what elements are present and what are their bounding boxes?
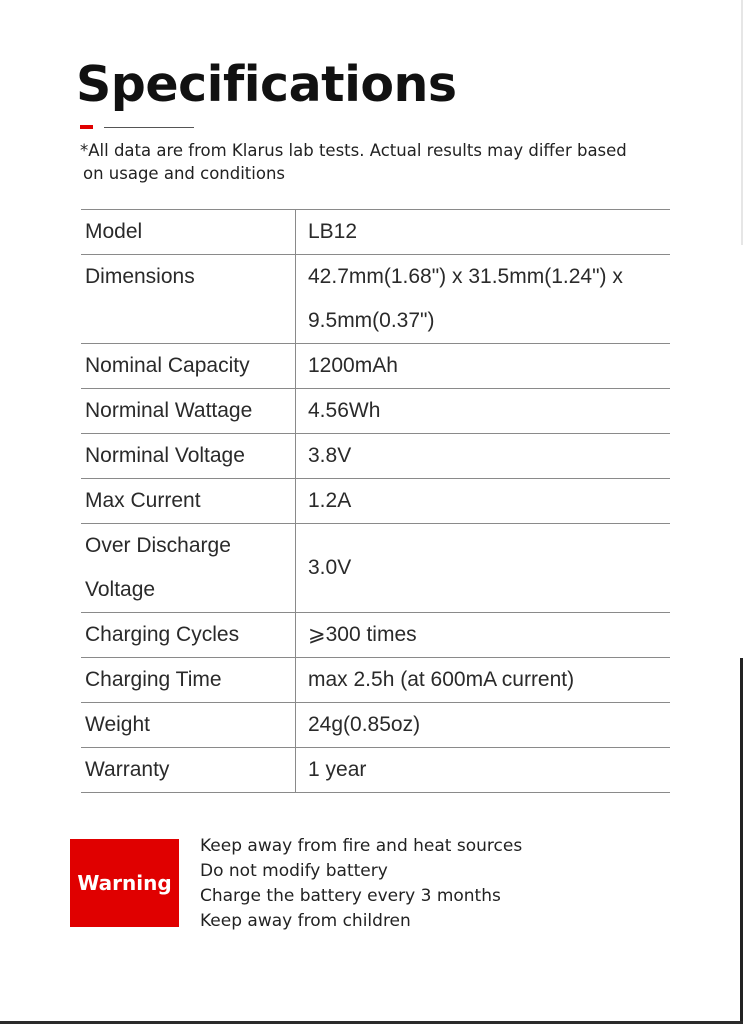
spec-value: 3.8V [296,434,671,479]
spec-key: Charging Time [81,658,296,703]
spec-row-max-current [81,479,670,524]
warning-list [200,834,522,934]
spec-value: 24g(0.85oz) [296,703,671,748]
warning-item: Keep away from fire and heat sources [200,836,523,856]
spec-value-line-1: 42.7mm(1.68") x 31.5mm(1.24") x [308,265,623,288]
spec-row-warranty [81,748,670,793]
spec-value: 3.0V [296,524,671,613]
disclaimer-note [80,139,700,185]
spec-row-weight [81,703,670,748]
spec-value: ⩾300 times [296,613,671,658]
warning-badge [70,839,179,927]
specifications-table [81,209,670,793]
spec-key: Charging Cycles [81,613,296,658]
spec-value-line-2: 9.5mm(0.37") [308,309,435,332]
disclaimer-line-2: on usage and conditions [83,164,286,183]
spec-value: 4.56Wh [296,389,671,434]
spec-key: Norminal Wattage [81,389,296,434]
spec-row-charging-cycles [81,613,670,658]
spec-row-over-discharge [81,524,670,613]
spec-value: 1200mAh [296,344,671,389]
title-accent-mark [80,125,93,129]
spec-row-nominal-capacity [81,344,670,389]
spec-value [296,255,671,344]
spec-value: max 2.5h (at 600mA current) [296,658,671,703]
disclaimer-line-1: *All data are from Klarus lab tests. Actual results may differ based [80,141,627,160]
spec-row-model [81,210,670,255]
spec-key-line-2: Voltage [85,578,156,601]
spec-key: Warranty [81,748,296,793]
warning-item: Keep away from children [200,911,411,931]
spec-key: Max Current [81,479,296,524]
spec-value: LB12 [296,210,671,255]
spec-key: Dimensions [81,255,296,344]
spec-key: Nominal Capacity [81,344,296,389]
spec-key: Norminal Voltage [81,434,296,479]
warning-label: Warning [77,871,172,895]
spec-key [81,524,296,613]
warning-item: Charge the battery every 3 months [200,886,501,906]
title-underline [104,127,194,128]
spec-value: 1.2A [296,479,671,524]
spec-row-voltage [81,434,670,479]
spec-value: 1 year [296,748,671,793]
spec-row-charging-time [81,658,670,703]
spec-key-line-1: Over Discharge [85,534,231,557]
spec-key: Weight [81,703,296,748]
spec-key: Model [81,210,296,255]
spec-row-wattage [81,389,670,434]
warning-item: Do not modify battery [200,861,388,881]
page-title: Specifications [76,56,457,113]
spec-row-dimensions [81,255,670,344]
